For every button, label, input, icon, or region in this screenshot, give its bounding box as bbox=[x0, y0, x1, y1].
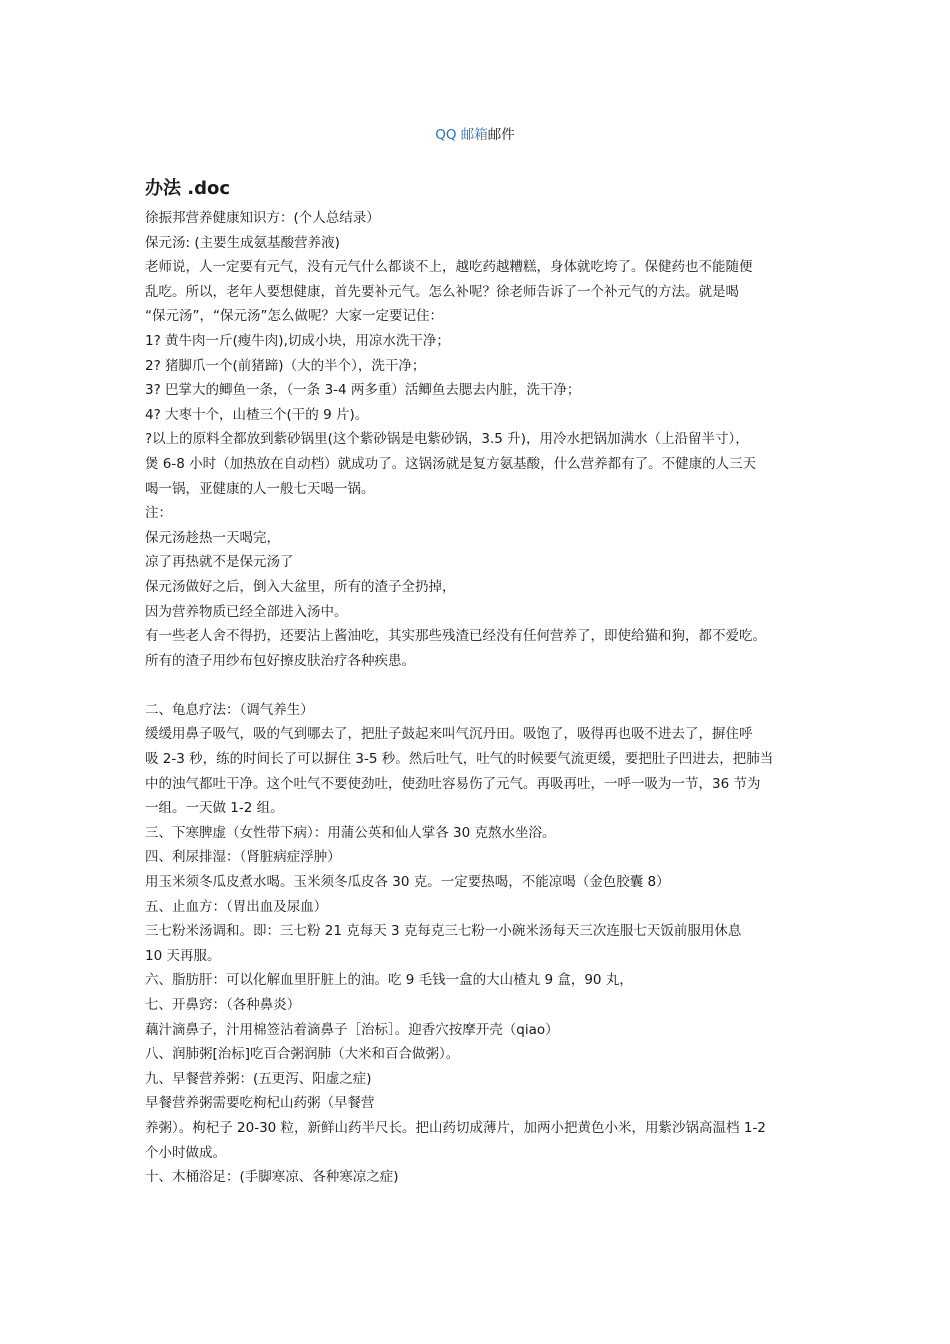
text-line: 保元汤趁热一天喝完， bbox=[145, 529, 280, 546]
text-line bbox=[145, 673, 817, 698]
text-line: 中的浊气都吐干净。这个吐气不要使劲吐，使劲吐容易伤了元气。再吸再吐，一呼一吸为一节，36 节为 bbox=[145, 775, 761, 792]
text-line: 藕汁滴鼻子，汁用棉签沾着滴鼻子［治标］。迎香穴按摩开壳（qiao） bbox=[145, 1021, 559, 1038]
text-line: 七、开鼻窍：（各种鼻炎） bbox=[145, 997, 301, 1013]
text-line: 早餐营养粥需要吃枸杞山药粥（早餐营 bbox=[145, 1095, 375, 1112]
text-line: 保元汤做好之后，倒入大盆里，所有的渣子全扔掉， bbox=[145, 578, 456, 595]
text-line: 用玉米须冬瓜皮煮水喝。玉米须冬瓜皮各 30 克。一定要热喝，不能凉喝（金色胶囊 8） bbox=[145, 874, 670, 891]
text-line: 2? 猪脚爪一个(前猪蹄)（大的半个），洗干净； bbox=[145, 357, 426, 374]
text-line: 所有的渣子用纱布包好擦皮肤治疗各种疾患。 bbox=[145, 652, 415, 669]
text-line: 有一些老人舍不得扔，还要沾上酱油吃，其实那些残渣已经没有任何营养了，即使给猫和狗，都不爱吃。 bbox=[145, 628, 766, 645]
text-line: 养粥）。枸杞子 20-30 粒，新鲜山药半尺长。把山药切成薄片，加两小把黄色小米，用紫沙锅高温档 1-2 bbox=[145, 1119, 766, 1136]
text-line: 老师说，人一定要有元气，没有元气什么都谈不上，越吃药越糟糕，身体就吃垮了。保健药也不能随便 bbox=[145, 259, 753, 276]
document-title: 办法 .doc bbox=[145, 178, 231, 199]
text-line: 4? 大枣十个，山楂三个(干的 9 片)。 bbox=[145, 406, 369, 423]
text-line: ?以上的原料全都放到紫砂锅里(这个紫砂锅是电紫砂锅，3.5 升)，用冷水把锅加满水（上沿留半寸）， bbox=[145, 431, 749, 448]
text-line: 10 天再服。 bbox=[145, 947, 221, 964]
text-line: 一组。一天做 1-2 组。 bbox=[145, 800, 284, 817]
text-line: 注： bbox=[145, 505, 172, 522]
text-line: 三、下寒脾虚（女性带下病）：用蒲公英和仙人掌各 30 克熬水坐浴。 bbox=[145, 824, 556, 841]
text-line: 个小时做成。 bbox=[145, 1144, 226, 1161]
text-line: 四、利尿排湿：（肾脏病症浮肿） bbox=[145, 849, 341, 866]
text-line: 三七粉米汤调和。即：三七粉 21 克每天 3 克每克三七粉一小碗米汤每天三次连服七天饭前服用休息 bbox=[145, 923, 742, 940]
text-line: 九、早餐营养粥：(五更泻、阳虚之症) bbox=[145, 1070, 372, 1087]
text-line: 乱吃。所以，老年人要想健康，首先要补元气。怎么补呢？徐老师告诉了一个补元气的方法。就是喝 bbox=[145, 283, 739, 300]
text-line: 五、止血方：（胃出血及尿血） bbox=[145, 898, 328, 915]
header-suffix: 邮件 bbox=[487, 127, 515, 143]
text-line: 徐振邦营养健康知识方：(个人总结录） bbox=[145, 210, 380, 226]
text-line: 十、木桶浴足：(手脚寒凉、各种寒凉之症) bbox=[145, 1169, 399, 1186]
text-line: 1? 黄牛肉一斤(瘦牛肉),切成小块，用凉水洗干净； bbox=[145, 332, 450, 349]
text-line: 吸 2-3 秒，练的时间长了可以摒住 3-5 秒。然后吐气，吐气的时候要气流更缓，要把肚子凹进去，把肺当 bbox=[145, 751, 774, 768]
text-line: 六、脂肪肝：可以化解血里肝脏上的油。吃 9 毛钱一盒的大山楂丸 9 盒，90 丸， bbox=[145, 972, 633, 989]
text-line: 八、润肺粥[治标]吃百合粥润肺（大米和百合做粥）。 bbox=[145, 1046, 460, 1063]
page-header bbox=[0, 126, 950, 144]
text-line: 缓缓用鼻子吸气，吸的气到哪去了，把肚子鼓起来叫气沉丹田。吸饱了，吸得再也吸不进去了，摒住呼 bbox=[145, 726, 753, 743]
document-lines bbox=[145, 206, 817, 1190]
text-line: 凉了再热就不是保元汤了 bbox=[145, 554, 294, 571]
text-line: 二、龟息疗法：（调气养生） bbox=[145, 701, 314, 718]
text-line: 煲 6-8 小时（加热放在自动档）就成功了。这锅汤就是复方氨基酸，什么营养都有了。不健康的人三天 bbox=[145, 455, 757, 472]
text-line: 保元汤: (主要生成氨基酸营养液) bbox=[145, 234, 340, 251]
qq-mail-link[interactable]: QQ 邮箱 bbox=[435, 127, 488, 143]
text-line: 喝一锅，亚健康的人一般七天喝一锅。 bbox=[145, 480, 375, 497]
text-line: 因为营养物质已经全部进入汤中。 bbox=[145, 603, 348, 620]
text-line: “保元汤”，“保元汤”怎么做呢？大家一定要记住： bbox=[145, 308, 443, 325]
text-line: 3? 巴掌大的鲫鱼一条，（一条 3-4 两多重）活鲫鱼去腮去内脏，洗干净； bbox=[145, 382, 581, 399]
document-body bbox=[145, 177, 817, 1190]
